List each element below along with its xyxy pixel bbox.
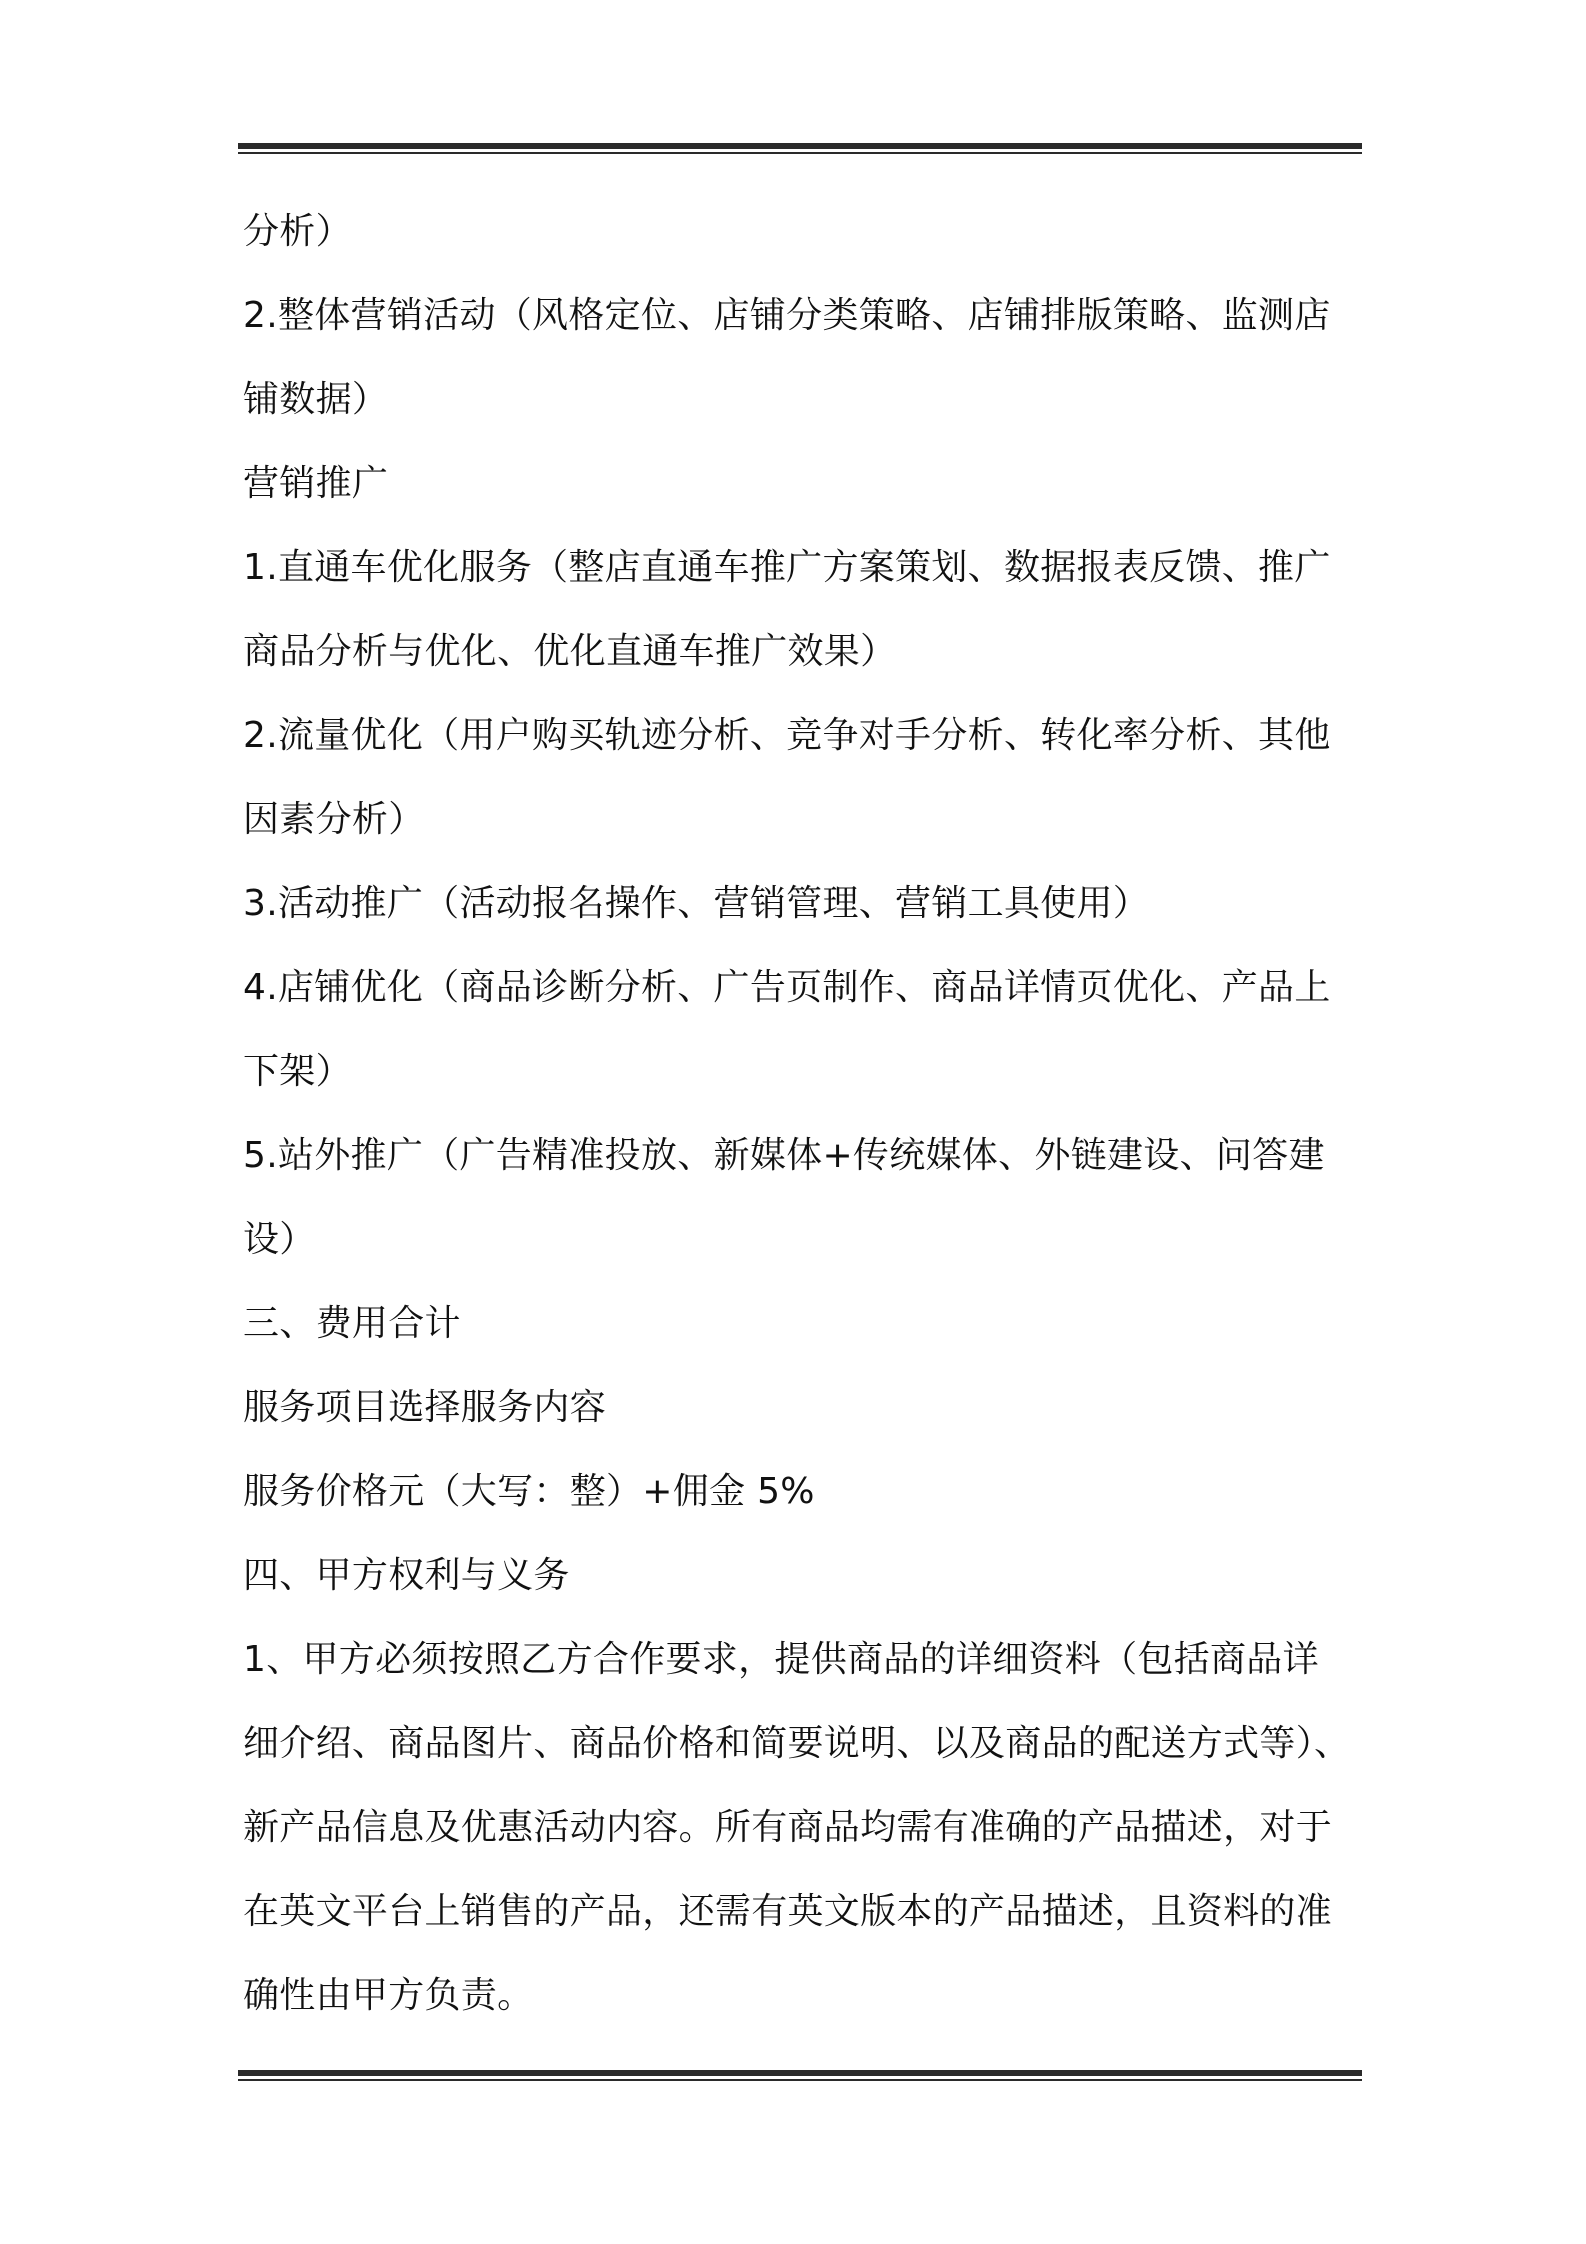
section-heading: 营销推广 (243, 463, 389, 504)
header-rule-thin (238, 152, 1362, 154)
text-line: 服务项目选择服务内容 (243, 1387, 607, 1428)
text-line: 2.整体营销活动（风格定位、店铺分类策略、店铺排版策略、监测店 (243, 295, 1331, 336)
document-body (243, 190, 1361, 2038)
text-line: 新产品信息及优惠活动内容。所有商品均需有准确的产品描述，对于 (243, 1807, 1333, 1848)
text-line: 确性由甲方负责。 (243, 1975, 534, 2016)
text-line: 5.站外推广（广告精准投放、新媒体+传统媒体、外链建设、问答建 (243, 1135, 1325, 1176)
header-rule (238, 143, 1362, 154)
text-line: 细介绍、商品图片、商品价格和简要说明、以及商品的配送方式等）、 (243, 1723, 1351, 1764)
footer-rule (238, 2070, 1362, 2081)
header-rule-thick (238, 143, 1362, 149)
text-line: 3.活动推广（活动报名操作、营销管理、营销工具使用） (243, 883, 1150, 924)
text-line: 1.直通车优化服务（整店直通车推广方案策划、数据报表反馈、推广 (243, 547, 1331, 588)
text-line: 2.流量优化（用户购买轨迹分析、竞争对手分析、转化率分析、其他 (243, 715, 1331, 756)
section-heading: 三、费用合计 (243, 1303, 461, 1344)
text-line: 1、甲方必须按照乙方合作要求，提供商品的详细资料（包括商品详 (243, 1639, 1319, 1680)
text-line: 在英文平台上销售的产品，还需有英文版本的产品描述，且资料的准 (243, 1891, 1333, 1932)
text-line: 商品分析与优化、优化直通车推广效果） (243, 631, 897, 672)
text-line: 铺数据） (243, 379, 389, 420)
text-line: 下架） (243, 1051, 352, 1092)
text-line: 因素分析） (243, 799, 425, 840)
footer-rule-thin (238, 2079, 1362, 2081)
section-heading: 四、甲方权利与义务 (243, 1555, 570, 1596)
footer-rule-thick (238, 2070, 1362, 2076)
text-line: 分析） (243, 211, 352, 252)
text-line: 4.店铺优化（商品诊断分析、广告页制作、商品详情页优化、产品上 (243, 967, 1331, 1008)
text-line: 服务价格元（大写：整）+佣金 5% (243, 1471, 815, 1512)
text-line: 设） (243, 1219, 316, 1260)
